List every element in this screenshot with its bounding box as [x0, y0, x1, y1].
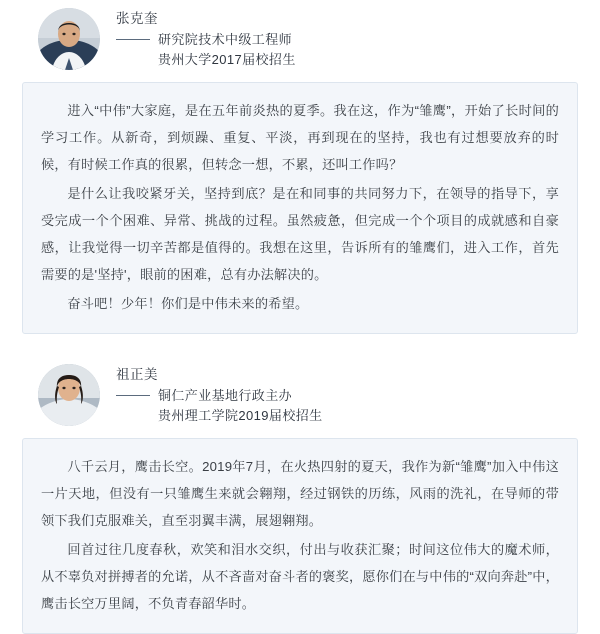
person-name: 祖正美 [116, 366, 158, 382]
person-role: 铜仁产业基地行政主办 [158, 387, 293, 403]
quote-paragraph: 进入“中伟”大家庭，是在五年前炎热的夏季。我在这，作为“雏鹰”，开始了长时间的学习工作。从新奇，到烦躁、重复、平淡，再到现在的坚持，我也有过想要放弃的时候，有时候工作真的很累，但转念一想，不累，还叫工作吗？ [41, 103, 559, 172]
person-header [22, 8, 578, 70]
person-school: 贵州大学2017届校招生 [158, 51, 296, 67]
testimonial-card [22, 8, 578, 334]
person-info [116, 9, 296, 70]
person-info [116, 365, 323, 426]
quote-paragraph: 回首过往几度春秋，欢笑和泪水交织，付出与收获汇聚；时间这位伟大的魔术师，从不辜负对拼搏者的允诺，从不吝啬对奋斗者的褒奖，愿你们在与中伟的“双向奔赴”中，鹰击长空万里阔，不负青春韶华时。 [41, 542, 559, 611]
avatar [38, 364, 100, 426]
divider-line [116, 39, 150, 40]
quote-box [22, 438, 578, 634]
testimonial-card [22, 364, 578, 634]
person-role: 研究院技术中级工程师 [158, 31, 293, 47]
divider-line [116, 395, 150, 396]
quote-paragraph: 奋斗吧！少年！你们是中伟未来的希望。 [67, 296, 309, 311]
person-header [22, 364, 578, 426]
quote-paragraph: 八千云月，鹰击长空。2019年7月，在火热四射的夏天，我作为新“雏鹰”加入中伟这一片天地，但没有一只雏鹰生来就会翱翔，经过钢铁的历练，风雨的洗礼，在导师的带领下我们克服难关，直至羽翼丰满，展翅翱翔。 [41, 459, 559, 528]
quote-box [22, 82, 578, 334]
section-spacer [22, 348, 578, 364]
quote-paragraph: 是什么让我咬紧牙关，坚持到底？是在和同事的共同努力下，在领导的指导下，享受完成一个个困难、异常、挑战的过程。虽然疲惫，但完成一个个项目的成就感和自豪感，让我觉得一切辛苦都是值得的。我想在这里，告诉所有的雏鹰们，进入工作，首先需要的是'坚持'，眼前的困难，总有办法解决的。 [41, 186, 559, 282]
person-role-row [116, 386, 323, 406]
avatar [38, 8, 100, 70]
person-name: 张克奎 [116, 10, 158, 26]
person-school: 贵州理工学院2019届校招生 [158, 407, 323, 423]
person-role-row [116, 30, 296, 50]
